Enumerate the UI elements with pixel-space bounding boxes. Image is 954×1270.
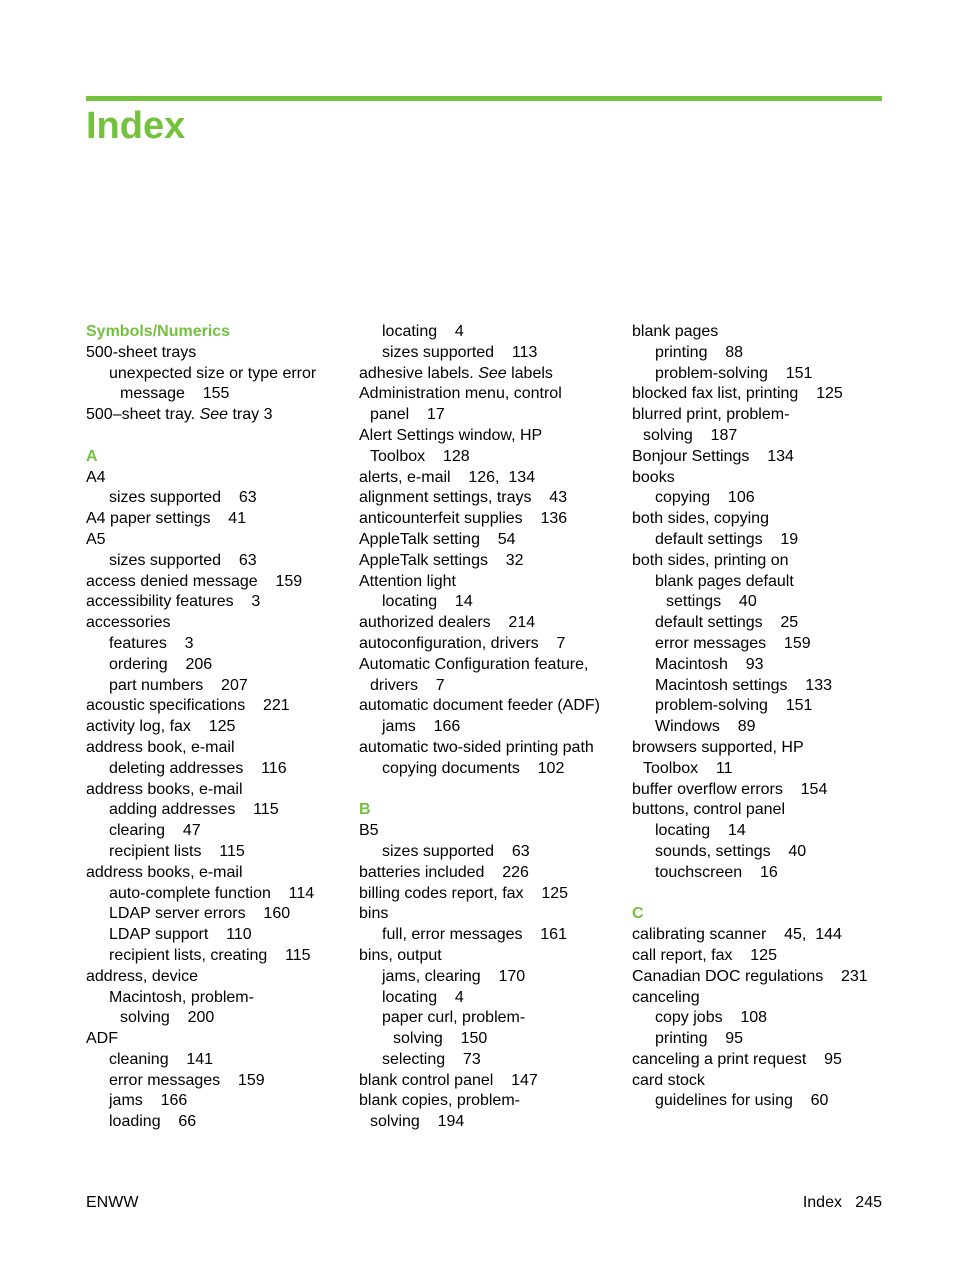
- index-subentry: Macintosh 93: [655, 655, 764, 673]
- index-entry: Administration menu, control: [359, 385, 562, 403]
- index-subentry: copy jobs 108: [655, 1009, 768, 1027]
- title-rule: [86, 96, 882, 101]
- index-subentry: part numbers 207: [109, 676, 248, 694]
- index-entry: billing codes report, fax 125: [359, 884, 569, 902]
- index-subentry: solving 150: [393, 1030, 488, 1048]
- index-entry: calibrating scanner 45, 144: [632, 926, 842, 944]
- index-subentry: auto-complete function 114: [109, 884, 315, 902]
- index-subentry: LDAP server errors 160: [109, 905, 291, 923]
- index-entry: Bonjour Settings 134: [632, 447, 794, 465]
- index-subentry: jams 166: [109, 1092, 188, 1110]
- index-subentry: Toolbox 11: [643, 759, 733, 777]
- index-subentry: recipient lists 115: [109, 842, 245, 860]
- see-target: labels: [506, 364, 553, 382]
- index-subentry: LDAP support 110: [109, 926, 252, 944]
- index-subentry: problem-solving 151: [655, 364, 813, 382]
- index-column-3: [632, 322, 894, 1112]
- index-entry: canceling a print request 95: [632, 1050, 842, 1068]
- index-entry: blocked fax list, printing 125: [632, 385, 843, 403]
- index-subentry: solving 200: [120, 1009, 215, 1027]
- index-subentry: panel 17: [370, 406, 445, 424]
- footer-page-number: Index 245: [802, 1194, 882, 1211]
- index-subentry: touchscreen 16: [655, 863, 778, 881]
- index-subentry: sizes supported 63: [109, 489, 257, 507]
- index-subentry: adding addresses 115: [109, 801, 279, 819]
- index-subentry: settings 40: [666, 593, 757, 611]
- index-subentry: unexpected size or type error: [109, 364, 317, 382]
- index-entry: blank control panel 147: [359, 1071, 538, 1089]
- index-entry: accessibility features 3: [86, 593, 261, 611]
- index-entry: 500-sheet trays: [86, 343, 197, 361]
- see-reference: See: [199, 406, 229, 424]
- index-subentry: jams, clearing 170: [382, 967, 526, 985]
- index-entry: address books, e-mail: [86, 780, 243, 798]
- index-subentry: printing 88: [655, 343, 744, 361]
- index-entry: call report, fax 125: [632, 946, 777, 964]
- index-subentry: Macintosh settings 133: [655, 676, 832, 694]
- page-title: Index: [86, 105, 186, 147]
- index-entry: Attention light: [359, 572, 456, 590]
- index-entry: access denied message 159: [86, 572, 303, 590]
- index-entry: card stock: [632, 1071, 705, 1089]
- index-entry: alerts, e-mail 126, 134: [359, 468, 536, 486]
- index-subentry: Windows 89: [655, 718, 756, 736]
- section-gap: [359, 780, 621, 801]
- index-entry: browsers supported, HP: [632, 738, 804, 756]
- index-entry: ADF: [86, 1030, 118, 1048]
- index-entry: blank pages: [632, 323, 719, 340]
- index-entry: buffer overflow errors 154: [632, 780, 828, 798]
- index-subentry: printing 95: [655, 1030, 744, 1048]
- index-subentry: paper curl, problem-: [382, 1009, 526, 1027]
- index-subentry: locating 14: [382, 593, 473, 611]
- index-subentry: recipient lists, creating 115: [109, 946, 311, 964]
- index-subentry: locating 14: [655, 822, 746, 840]
- index-entry: B5: [359, 822, 379, 840]
- index-subentry: error messages 159: [109, 1071, 265, 1089]
- index-subentry: selecting 73: [382, 1050, 481, 1068]
- index-entry: bins: [359, 905, 389, 923]
- index-section-heading: A: [86, 447, 98, 465]
- index-subentry: full, error messages 161: [382, 926, 567, 944]
- index-subentry: default settings 25: [655, 614, 799, 632]
- index-entry: automatic document feeder (ADF): [359, 697, 600, 715]
- index-subentry: blank pages default: [655, 572, 794, 590]
- index-entry: [86, 405, 348, 426]
- index-subentry: copying 106: [655, 489, 755, 507]
- index-subentry: clearing 47: [109, 822, 201, 840]
- index-entry: address, device: [86, 967, 199, 985]
- index-section-heading: B: [359, 801, 371, 819]
- index-entry: AppleTalk settings 32: [359, 551, 524, 569]
- index-subentry: features 3: [109, 634, 194, 652]
- index-entry: Canadian DOC regulations 231: [632, 967, 868, 985]
- index-subentry: error messages 159: [655, 634, 811, 652]
- index-subentry: Toolbox 128: [370, 447, 470, 465]
- index-entry: batteries included 226: [359, 863, 529, 881]
- index-entry: canceling: [632, 988, 700, 1006]
- index-entry: acoustic specifications 221: [86, 697, 290, 715]
- index-subentry: deleting addresses 116: [109, 759, 287, 777]
- index-entry: both sides, printing on: [632, 551, 789, 569]
- index-entry: alignment settings, trays 43: [359, 489, 568, 507]
- index-entry: A4: [86, 468, 106, 486]
- index-subentry: message 155: [120, 385, 230, 403]
- index-entry: Alert Settings window, HP: [359, 426, 543, 444]
- footer-left: ENWW: [86, 1194, 139, 1211]
- index-entry: buttons, control panel: [632, 801, 785, 819]
- index-subentry: loading 66: [109, 1113, 197, 1131]
- index-subentry: sizes supported 63: [109, 551, 257, 569]
- index-subentry: guidelines for using 60: [655, 1092, 829, 1110]
- index-section-heading: Symbols/Numerics: [86, 323, 231, 340]
- index-entry: blank copies, problem-: [359, 1092, 520, 1110]
- index-subentry: solving 194: [370, 1113, 465, 1131]
- index-entry: blurred print, problem-: [632, 406, 790, 424]
- index-subentry: cleaning 141: [109, 1050, 214, 1068]
- index-entry: bins, output: [359, 946, 442, 964]
- index-subentry: problem-solving 151: [655, 697, 813, 715]
- see-reference: See: [478, 364, 507, 382]
- index-subentry: locating 4: [382, 988, 464, 1006]
- index-entry: accessories: [86, 614, 171, 632]
- index-entry: books: [632, 468, 675, 486]
- index-entry: A5: [86, 530, 106, 548]
- index-entry: address books, e-mail: [86, 863, 243, 881]
- see-target: tray 3: [228, 406, 273, 424]
- index-entry: anticounterfeit supplies 136: [359, 510, 568, 528]
- index-entry: automatic two-sided printing path: [359, 738, 594, 756]
- index-subentry: solving 187: [643, 426, 738, 444]
- section-gap: [632, 884, 894, 905]
- index-subentry: default settings 19: [655, 530, 799, 548]
- index-entry: authorized dealers 214: [359, 614, 536, 632]
- index-subentry: Macintosh, problem-: [109, 988, 254, 1006]
- index-column-2: [359, 322, 621, 1133]
- entry-text: adhesive labels.: [359, 364, 479, 382]
- index-entry: AppleTalk setting 54: [359, 530, 516, 548]
- index-subentry: jams 166: [382, 718, 461, 736]
- entry-text: 500–sheet tray.: [86, 406, 200, 424]
- index-subentry: locating 4: [382, 323, 464, 340]
- index-section-heading: C: [632, 905, 644, 923]
- index-entry: both sides, copying: [632, 510, 769, 528]
- index-subentry: drivers 7: [370, 676, 445, 694]
- section-gap: [86, 426, 348, 447]
- index-entry: Automatic Configuration feature,: [359, 655, 589, 673]
- index-entry: address book, e-mail: [86, 738, 235, 756]
- index-entry: A4 paper settings 41: [86, 510, 247, 528]
- index-entry: autoconfiguration, drivers 7: [359, 634, 566, 652]
- index-subentry: sounds, settings 40: [655, 842, 807, 860]
- index-entry: [359, 364, 621, 385]
- index-subentry: copying documents 102: [382, 759, 565, 777]
- index-entry: activity log, fax 125: [86, 718, 236, 736]
- index-subentry: sizes supported 63: [382, 842, 530, 860]
- index-subentry: sizes supported 113: [382, 343, 538, 361]
- index-subentry: ordering 206: [109, 655, 213, 673]
- index-column-1: [86, 322, 348, 1133]
